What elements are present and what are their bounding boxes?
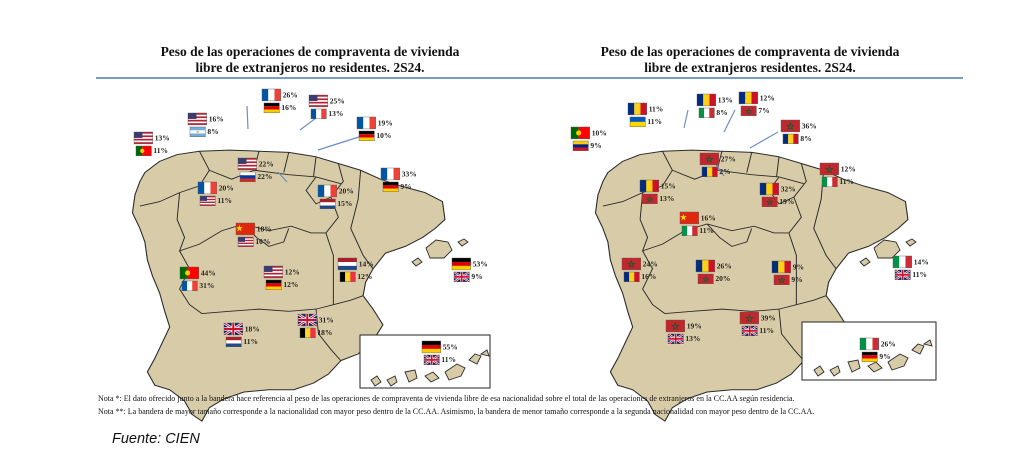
left-castilla-la-mancha-second-value: 12% bbox=[283, 280, 299, 290]
uk-flag-icon bbox=[298, 314, 317, 326]
right-baleares-first-flag bbox=[893, 256, 929, 268]
right-galicia-second-value: 9% bbox=[590, 141, 602, 151]
left-title-line2: libre de extranjeros no residentes. 2S24. bbox=[195, 60, 425, 75]
portugal-flag-icon bbox=[571, 127, 590, 139]
left-murcia-first-value: 31% bbox=[318, 315, 334, 325]
left-navarra-first-value: 19% bbox=[377, 118, 393, 128]
netherlands-flag-icon bbox=[226, 337, 241, 347]
right-madrid-second-value: 11% bbox=[699, 226, 714, 236]
venezuela-flag-icon bbox=[573, 141, 588, 151]
usa-flag-icon bbox=[238, 158, 257, 170]
romania-flag-icon bbox=[772, 261, 791, 273]
germany-flag-icon bbox=[862, 352, 877, 362]
right-pais-vasco-first-flag bbox=[739, 92, 775, 104]
left-castilla-la-mancha-first-value: 12% bbox=[284, 267, 300, 277]
left-la-rioja-second-value: 22% bbox=[257, 172, 273, 182]
left-cataluna-first-flag bbox=[381, 168, 417, 180]
uk-flag-icon bbox=[454, 272, 469, 282]
right-la-rioja-second-flag bbox=[702, 167, 731, 177]
left-valencia-first-value: 14% bbox=[358, 259, 374, 269]
right-murcia-second-value: 11% bbox=[759, 326, 774, 336]
france-flag-icon bbox=[182, 281, 197, 291]
right-extremadura-second-value: 16% bbox=[641, 272, 657, 282]
right-la-rioja-first-value: 27% bbox=[720, 154, 736, 164]
left-asturias-first-flag bbox=[188, 113, 224, 125]
right-castilla-leon-first-flag bbox=[640, 180, 676, 192]
right-valencia-second-flag bbox=[774, 275, 803, 285]
right-castilla-leon-second-value: 13% bbox=[659, 194, 675, 204]
left-aragon-second-value: 15% bbox=[337, 199, 353, 209]
italy-flag-icon bbox=[682, 226, 697, 236]
right-asturias-first-flag bbox=[628, 103, 663, 115]
romania-flag-icon bbox=[697, 94, 716, 106]
germany-flag-icon bbox=[266, 280, 281, 290]
italy-flag-icon bbox=[699, 108, 714, 118]
right-andalucia-first-value: 19% bbox=[686, 321, 702, 331]
uk-flag-icon bbox=[224, 323, 243, 335]
right-aragon-first-value: 32% bbox=[780, 184, 796, 194]
germany-flag-icon bbox=[383, 182, 398, 192]
right-galicia-first-flag bbox=[571, 127, 607, 139]
china-flag-icon bbox=[680, 212, 699, 224]
usa-flag-icon bbox=[238, 237, 253, 247]
netherlands-flag-icon bbox=[320, 199, 335, 209]
right-galicia-second-flag bbox=[573, 141, 602, 151]
usa-flag-icon bbox=[200, 196, 215, 206]
morocco-flag-icon bbox=[698, 274, 713, 284]
germany-flag-icon bbox=[452, 258, 471, 270]
right-asturias-second-value: 11% bbox=[647, 117, 662, 127]
footnote-1: Nota *: El dato ofrecido junto a la bandera hace referencia al peso de las operaciones de compraventa de vivienda libre de esa nacionalidad sobre el total de las operaciones de extranjeros en la CC.AA según residencia. bbox=[98, 394, 795, 403]
left-aragon-first-flag bbox=[318, 185, 354, 197]
right-aragon-first-flag bbox=[760, 183, 796, 195]
right-canarias-second-flag bbox=[862, 352, 891, 362]
right-asturias-second-flag bbox=[630, 117, 662, 127]
left-asturias-second-flag bbox=[190, 127, 219, 137]
right-aragon-second-value: 19% bbox=[779, 197, 795, 207]
right-andalucia-second-value: 13% bbox=[685, 334, 701, 344]
left-navarra-second-flag bbox=[359, 131, 391, 141]
romania-flag-icon bbox=[783, 134, 798, 144]
left-baleares-first-value: 53% bbox=[472, 259, 488, 269]
morocco-flag-icon bbox=[774, 275, 789, 285]
left-aragon-first-value: 20% bbox=[338, 186, 354, 196]
left-castilla-leon-first-flag bbox=[198, 182, 234, 194]
usa-flag-icon bbox=[188, 113, 207, 125]
germany-flag-icon bbox=[264, 103, 279, 113]
left-castilla-leon-first-value: 20% bbox=[218, 183, 234, 193]
left-cataluna-second-value: 9% bbox=[400, 182, 412, 192]
left-la-rioja-first-flag bbox=[238, 158, 274, 170]
usa-flag-icon bbox=[134, 132, 153, 144]
right-pais-vasco-second-flag bbox=[741, 106, 770, 116]
source-caption: Fuente: CIEN bbox=[112, 431, 200, 447]
portugal-flag-icon bbox=[180, 267, 199, 279]
right-cataluna-first-flag bbox=[820, 163, 856, 175]
uk-flag-icon bbox=[668, 334, 683, 344]
morocco-flag-icon bbox=[762, 197, 777, 207]
germany-flag-icon bbox=[422, 341, 441, 353]
left-galicia-first-flag bbox=[134, 132, 170, 144]
morocco-flag-icon bbox=[666, 320, 685, 332]
right-navarra-second-value: 8% bbox=[800, 134, 812, 144]
left-canarias-first-flag bbox=[422, 341, 458, 353]
right-castilla-leon-first-value: 15% bbox=[660, 181, 676, 191]
left-castilla-leon-second-value: 11% bbox=[217, 196, 232, 206]
left-murcia-first-flag bbox=[298, 314, 334, 326]
morocco-flag-icon bbox=[820, 163, 839, 175]
morocco-flag-icon bbox=[741, 106, 756, 116]
left-navarra-first-flag bbox=[357, 117, 393, 129]
left-canarias-first-value: 55% bbox=[442, 342, 458, 352]
morocco-flag-icon bbox=[642, 194, 657, 204]
left-galicia-first-value: 13% bbox=[154, 133, 170, 143]
right-valencia-second-value: 9% bbox=[791, 275, 803, 285]
morocco-flag-icon bbox=[740, 312, 759, 324]
romania-flag-icon bbox=[696, 260, 715, 272]
right-cataluna-second-value: 11% bbox=[839, 177, 854, 187]
romania-flag-icon bbox=[760, 183, 779, 195]
left-madrid-first-value: 18% bbox=[256, 224, 272, 234]
right-canarias-first-flag bbox=[860, 338, 896, 350]
right-asturias-first-value: 11% bbox=[648, 104, 664, 114]
right-castilla-la-mancha-first-flag bbox=[696, 260, 732, 272]
argentina-flag-icon bbox=[190, 127, 205, 137]
right-baleares-second-flag bbox=[895, 270, 927, 280]
left-asturias-first-value: 16% bbox=[208, 114, 224, 124]
right-la-rioja-first-flag bbox=[700, 153, 736, 165]
left-la-rioja-first-value: 22% bbox=[258, 159, 274, 169]
right-cantabria-second-value: 8% bbox=[716, 108, 728, 118]
right-extremadura-first-value: 24% bbox=[642, 259, 658, 269]
left-andalucia-second-value: 11% bbox=[243, 337, 258, 347]
left-andalucia-first-value: 18% bbox=[244, 324, 260, 334]
left-canarias-second-value: 11% bbox=[441, 355, 456, 365]
right-canarias-second-value: 9% bbox=[879, 352, 891, 362]
right-title-line2: libre de extranjeros residentes. 2S24. bbox=[644, 60, 856, 75]
right-map bbox=[571, 92, 936, 421]
left-cantabria-first-flag bbox=[262, 89, 298, 101]
right-cantabria-first-value: 13% bbox=[717, 95, 733, 105]
romania-flag-icon bbox=[702, 167, 717, 177]
right-cantabria-second-flag bbox=[699, 108, 728, 118]
portugal-flag-icon bbox=[136, 146, 151, 156]
right-madrid-first-flag bbox=[680, 212, 716, 224]
left-navarra-second-value: 10% bbox=[376, 131, 392, 141]
left-murcia-second-value: 18% bbox=[317, 328, 333, 338]
left-andalucia-first-flag bbox=[224, 323, 260, 335]
right-madrid-first-value: 16% bbox=[700, 213, 716, 223]
romania-flag-icon bbox=[624, 272, 639, 282]
left-extremadura-first-value: 44% bbox=[200, 268, 216, 278]
uk-flag-icon bbox=[742, 326, 757, 336]
right-cataluna-first-value: 12% bbox=[840, 164, 856, 174]
left-title-line1: Peso de las operaciones de compraventa de vivienda bbox=[160, 44, 460, 59]
right-navarra-first-flag bbox=[781, 120, 817, 132]
france-flag-icon bbox=[381, 168, 400, 180]
right-murcia-first-value: 39% bbox=[760, 313, 776, 323]
right-murcia-first-flag bbox=[740, 312, 776, 324]
left-valencia-second-value: 12% bbox=[357, 272, 373, 282]
left-baleares-first-flag bbox=[452, 258, 488, 270]
right-castilla-la-mancha-second-value: 20% bbox=[715, 274, 731, 284]
belgium-flag-icon bbox=[340, 272, 355, 282]
right-title-line1: Peso de las operaciones de compraventa de vivienda bbox=[600, 44, 900, 59]
france-flag-icon bbox=[318, 185, 337, 197]
usa-flag-icon bbox=[264, 266, 283, 278]
right-cantabria-first-flag bbox=[697, 94, 733, 106]
left-cataluna-second-flag bbox=[383, 182, 412, 192]
belgium-flag-icon bbox=[300, 328, 315, 338]
germany-flag-icon bbox=[359, 131, 374, 141]
morocco-flag-icon bbox=[622, 258, 641, 270]
romania-flag-icon bbox=[739, 92, 758, 104]
right-navarra-first-value: 36% bbox=[801, 121, 817, 131]
left-map bbox=[132, 89, 490, 421]
left-madrid-second-value: 10% bbox=[255, 237, 271, 247]
left-extremadura-first-flag bbox=[180, 267, 216, 279]
ukraine-flag-icon bbox=[630, 117, 645, 127]
uk-flag-icon bbox=[424, 355, 439, 365]
morocco-flag-icon bbox=[781, 120, 800, 132]
left-pais-vasco-second-value: 13% bbox=[328, 109, 344, 119]
right-la-rioja-second-value: 2% bbox=[719, 167, 731, 177]
romania-flag-icon bbox=[640, 180, 659, 192]
right-pais-vasco-first-value: 12% bbox=[759, 93, 775, 103]
netherlands-flag-icon bbox=[338, 258, 357, 270]
italy-flag-icon bbox=[822, 177, 837, 187]
left-extremadura-second-value: 31% bbox=[199, 281, 215, 291]
uk-flag-icon bbox=[895, 270, 910, 280]
right-galicia-first-value: 10% bbox=[591, 128, 607, 138]
france-flag-icon bbox=[198, 182, 217, 194]
left-castilla-la-mancha-first-flag bbox=[264, 266, 300, 278]
italy-flag-icon bbox=[860, 338, 879, 350]
left-cantabria-second-flag bbox=[264, 103, 296, 113]
right-valencia-first-flag bbox=[772, 261, 804, 273]
footnote-2: Nota **: La bandera de mayor tamaño corresponde a la nacionalidad con mayor peso dentro de la CC.AA. Asimismo, la bandera de menor tamaño corresponde a la segunda nacionalidad con mayor peso dentro de la CC.AA. bbox=[98, 407, 815, 416]
right-valencia-first-value: 9% bbox=[792, 262, 804, 272]
left-galicia-second-value: 11% bbox=[153, 146, 168, 156]
france-flag-icon bbox=[357, 117, 376, 129]
romania-flag-icon bbox=[628, 103, 647, 115]
right-navarra-second-flag bbox=[783, 134, 812, 144]
russia-flag-icon bbox=[240, 172, 255, 182]
left-baleares-second-flag bbox=[454, 272, 483, 282]
italy-flag-icon bbox=[893, 256, 912, 268]
right-baleares-first-value: 14% bbox=[913, 257, 929, 267]
right-pais-vasco-second-value: 7% bbox=[758, 106, 770, 116]
left-valencia-first-flag bbox=[338, 258, 374, 270]
right-extremadura-first-flag bbox=[622, 258, 658, 270]
right-canarias-first-value: 26% bbox=[880, 339, 896, 349]
france-flag-icon bbox=[311, 109, 326, 119]
left-pais-vasco-first-value: 25% bbox=[329, 96, 345, 106]
left-asturias-second-value: 8% bbox=[207, 127, 219, 137]
left-pais-vasco-first-flag bbox=[309, 95, 345, 107]
left-cantabria-first-value: 26% bbox=[282, 90, 298, 100]
usa-flag-icon bbox=[309, 95, 328, 107]
right-andalucia-first-flag bbox=[666, 320, 702, 332]
left-baleares-second-value: 9% bbox=[471, 272, 483, 282]
left-madrid-first-flag bbox=[236, 223, 272, 235]
left-galicia-second-flag bbox=[136, 146, 168, 156]
left-cantabria-second-value: 16% bbox=[281, 103, 297, 113]
left-pais-vasco-second-flag bbox=[311, 109, 343, 119]
france-flag-icon bbox=[262, 89, 281, 101]
china-flag-icon bbox=[236, 223, 255, 235]
morocco-flag-icon bbox=[700, 153, 719, 165]
left-cataluna-first-value: 33% bbox=[401, 169, 417, 179]
right-baleares-second-value: 11% bbox=[912, 270, 927, 280]
right-castilla-la-mancha-first-value: 26% bbox=[716, 261, 732, 271]
